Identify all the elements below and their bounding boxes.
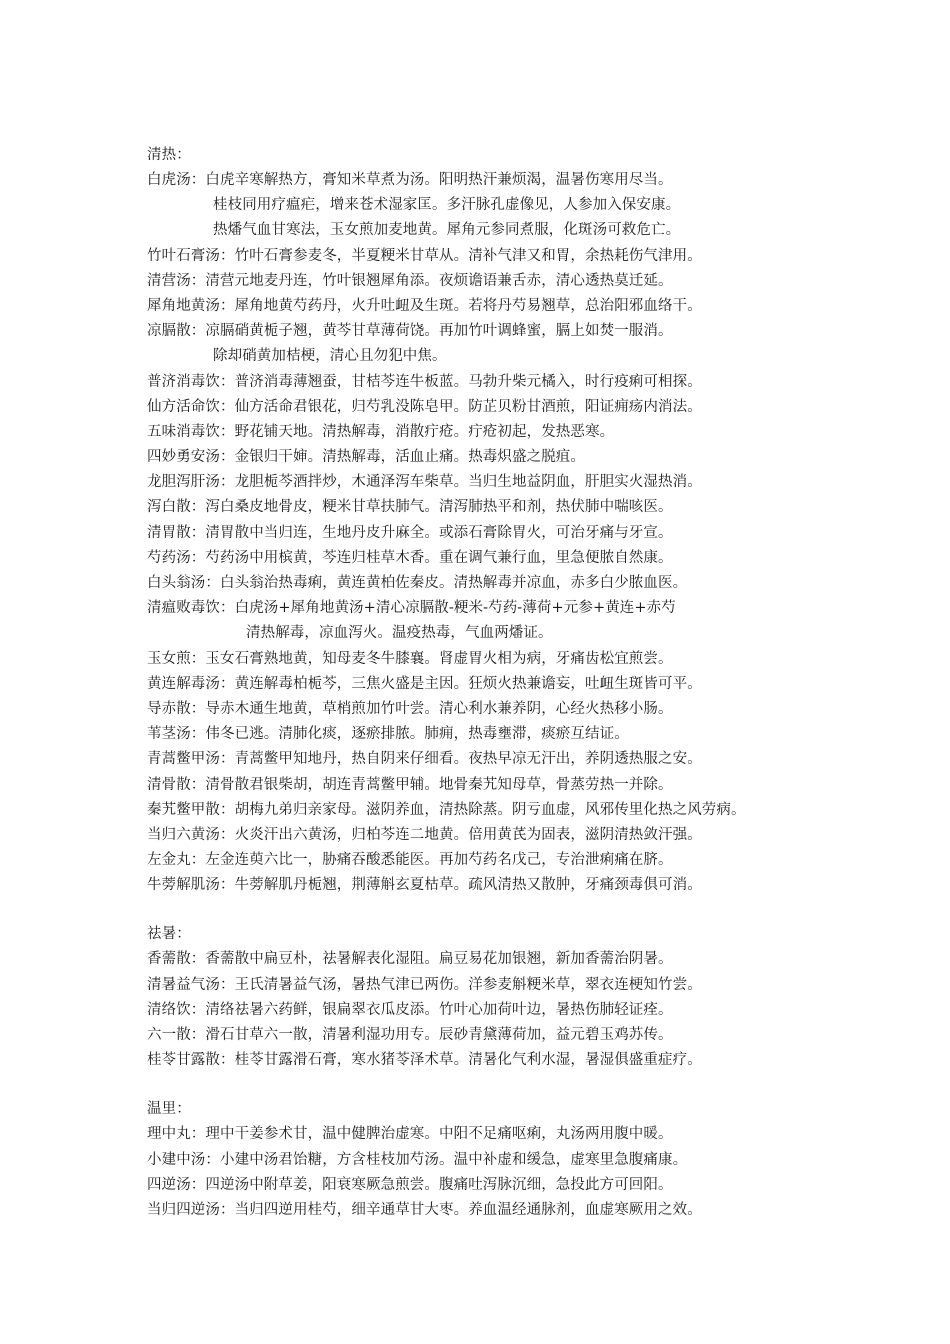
formula-line: 清营汤：清营元地麦丹连，竹叶银翘犀角添。夜烦谵语兼舌赤，清心透热莫迁延。: [147, 272, 673, 289]
formula-line: 白虎汤：白虎辛寒解热方，膏知米草煮为汤。阳明热汗兼烦渴，温暑伤寒用尽当。: [147, 172, 673, 188]
formula-line: 四逆汤：四逆汤中附草姜，阳衰寒厥急煎尝。腹痛吐泻脉沉细，急投此方可回阳。: [147, 1176, 673, 1193]
formula-line: 清络饮：清络祛暑六药鲜，银扁翠衣瓜皮添。竹叶心加荷叶边，暑热伤肺轻证痊。: [147, 1001, 673, 1018]
formula-line: 仙方活命饮：仙方活命君银花，归芍乳没陈皂甲。防芷贝粉甘酒煎，阳证痈疡内消法。: [147, 398, 702, 415]
formula-line: 清骨散：清骨散君银柴胡，胡连青蒿鳖甲辅。地骨秦艽知母草，骨蒸劳热一并除。: [147, 776, 673, 793]
formula-line: 龙胆泻肝汤：龙胆栀芩酒拌炒，木通泽泻车柴草。当归生地益阴血，肝胆实火湿热消。: [147, 474, 702, 491]
formula-line: 黄连解毒汤：黄连解毒柏栀芩，三焦火盛是主因。狂烦火热兼谵妄，吐衄生斑皆可平。: [147, 675, 702, 692]
document-page: [147, 143, 937, 1223]
formula-line: 桂枝同用疗瘟疟，增来苍术湿家匡。多汗脉孔虚像见，人参加入保安康。: [213, 197, 681, 214]
formula-line: 秦艽鳖甲散：胡梅九弟归亲家母。滋阴养血，清热除蒸。阴亏血虚，风邪传里化热之风劳病。: [147, 801, 746, 818]
section: [147, 922, 937, 1073]
formula-line: 苇茎汤：伟冬已逃。清肺化痰，逐瘀排脓。肺痈，热毒壅滞，痰瘀互结证。: [147, 726, 629, 743]
formula-line: 清胃散：清胃散中当归连，生地丹皮升麻全。或添石膏除胃火，可治牙痛与牙宣。: [147, 524, 673, 541]
formula-line: 清瘟败毒饮：白虎汤+犀角地黄汤+清心凉膈散-粳米-芍药-薄荷+元参+黄连+赤芍: [147, 600, 676, 617]
formula-line: 泻白散：泻白桑皮地骨皮，粳米甘草扶肺气。清泻肺热平和剂，热伏肺中喘咳医。: [147, 499, 673, 516]
formula-line: 清热解毒，凉血泻火。温疫热毒，气血两燔证。: [246, 625, 553, 642]
formula-line: 犀角地黄汤：犀角地黄芍药丹，火升吐衄及生斑。若将丹芍易翘草，总治阳邪血络干。: [147, 297, 702, 314]
formula-line: 小建中汤：小建中汤君饴糖，方含桂枝加芍汤。温中补虚和缓急，虚寒里急腹痛康。: [147, 1151, 688, 1168]
formula-line: 玉女煎：玉女石膏熟地黄，知母麦冬牛膝襄。肾虚胃火相为病，牙痛齿松宜煎尝。: [147, 650, 673, 667]
formula-line: 热燔气血甘寒法，玉女煎加麦地黄。犀角元参同煮服，化斑汤可救危亡。: [213, 222, 681, 239]
formula-line: 当归四逆汤：当归四逆用桂芍，细辛通草甘大枣。养血温经通脉剂，血虚寒厥用之效。: [147, 1201, 702, 1218]
section-heading: 温里：: [147, 1101, 191, 1118]
formula-line: 除却硝黄加桔梗，清心且勿犯中焦。: [213, 348, 447, 365]
formula-line: 桂苓甘露散：桂苓甘露滑石膏，寒水猪苓泽术草。清暑化气利水湿，暑湿俱盛重症疗。: [147, 1052, 702, 1069]
formula-line: 香薷散：香薷散中扁豆朴，祛暑解表化湿阻。扁豆易花加银翘，新加香薷治阴暑。: [147, 951, 673, 968]
formula-line: 五味消毒饮：野花铺天地。清热解毒，消散疔疮。疔疮初起，发热恶寒。: [147, 423, 615, 440]
formula-line: 四妙勇安汤：金银归干婶。清热解毒，活血止痛。热毒炽盛之脱疽。: [147, 449, 585, 466]
formula-line: 白头翁汤：白头翁治热毒痢，黄连黄柏佐秦皮。清热解毒并凉血，赤多白少脓血医。: [147, 575, 688, 591]
formula-line: 青蒿鳖甲汤：青蒿鳖甲知地丹，热自阴来仔细看。夜热早凉无汗出，养阴透热服之安。: [147, 751, 702, 768]
formula-line: 导赤散：导赤木通生地黄，草梢煎加竹叶尝。清心利水兼养阴，心经火热移小肠。: [147, 700, 673, 717]
formula-line: 理中丸：理中干姜参术甘，温中健脾治虚寒。中阳不足痛呕痢，丸汤两用腹中暖。: [147, 1126, 673, 1143]
formula-line: 普济消毒饮：普济消毒薄翘蚕，甘桔芩连牛板蓝。马勃升柴元橘入，时行疫痢可相探。: [147, 373, 702, 390]
section-heading: 清热：: [147, 147, 191, 163]
formula-line: 芍药汤：芍药汤中用槟黄，芩连归桂草木香。重在调气兼行血，里急便脓自然康。: [147, 549, 673, 566]
formula-line: 凉膈散：凉膈硝黄栀子翘，黄芩甘草薄荷饶。再加竹叶调蜂蜜，膈上如焚一服消。: [147, 323, 673, 340]
formula-line: 牛蒡解肌汤：牛蒡解肌丹栀翘，荆薄斛玄夏枯草。疏风清热又散肿，牙痛颈毒俱可消。: [147, 877, 702, 894]
formula-line: 竹叶石膏汤：竹叶石膏参麦冬，半夏粳米甘草从。清补气津又和胃，余热耗伤气津用。: [147, 247, 702, 264]
formula-line: 六一散：滑石甘草六一散，清暑利湿功用专。辰砂青黛薄荷加，益元碧玉鸡苏传。: [147, 1027, 673, 1043]
section-heading: 祛暑：: [147, 926, 191, 943]
formula-line: 当归六黄汤：火炎汗出六黄汤，归柏芩连二地黄。倍用黄芪为固表，滋阴清热敛汗强。: [147, 826, 702, 843]
section: [147, 143, 937, 898]
formula-line: 清暑益气汤：王氏清暑益气汤，暑热气津已两伤。洋参麦斛粳米草，翠衣连梗知竹尝。: [147, 976, 702, 993]
section: [147, 1097, 937, 1223]
formula-line: 左金丸：左金连萸六比一，胁痛吞酸悉能医。再加芍药名戊己，专治泄痢痛在脐。: [147, 852, 673, 869]
